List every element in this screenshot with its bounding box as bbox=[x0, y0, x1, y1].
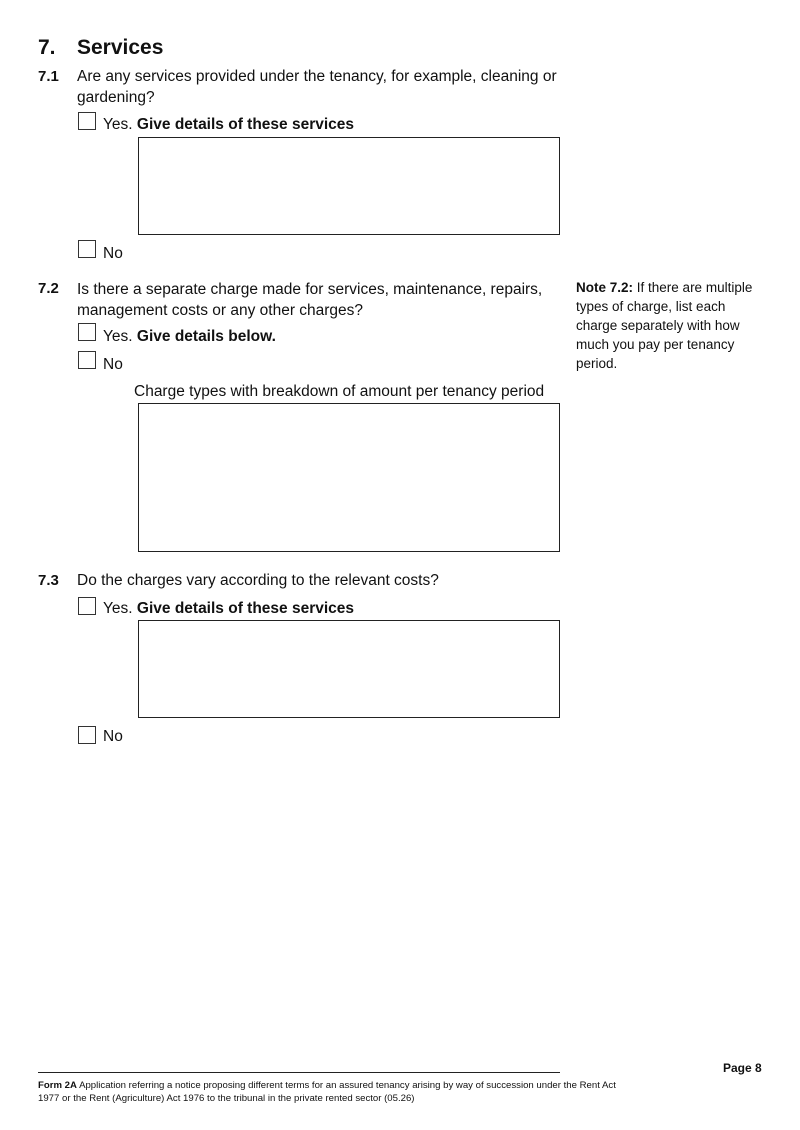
q71-yes-checkbox[interactable] bbox=[78, 112, 96, 130]
footer-form-text: Application referring a notice proposing different terms for an assured tenancy arising by way of succession under the Rent Act 1977 or the Rent (Agriculture) Act 1976 to the tribunal in the private rented sector (05.26) bbox=[38, 1080, 616, 1104]
q73-yes-prefix: Yes. bbox=[103, 600, 133, 617]
question-text-7-3: Do the charges vary according to the relevant costs? bbox=[77, 572, 439, 589]
section-number: 7. bbox=[38, 36, 56, 59]
question-number-7-1: 7.1 bbox=[38, 68, 59, 85]
q72-yes-prefix: Yes. bbox=[103, 328, 133, 345]
page-number: Page 8 bbox=[723, 1061, 762, 1075]
q71-details-textbox[interactable] bbox=[138, 137, 560, 235]
note-7-2-label: Note 7.2: bbox=[576, 280, 634, 295]
q72-box-label: Charge types with breakdown of amount per tenancy period bbox=[134, 383, 545, 400]
q73-no-checkbox[interactable] bbox=[78, 726, 96, 744]
q72-no-checkbox[interactable] bbox=[78, 351, 96, 369]
q71-no-checkbox[interactable] bbox=[78, 240, 96, 258]
q73-details-textbox[interactable] bbox=[138, 620, 560, 718]
q71-no-label: No bbox=[103, 245, 123, 262]
note-7-2 bbox=[576, 278, 766, 373]
q73-yes-label bbox=[103, 600, 354, 618]
q71-yes-prefix: Yes. bbox=[103, 116, 133, 133]
note-7-2-text: If there are multiple types of charge, list each charge separately with how much you pay per tenancy period. bbox=[576, 280, 753, 371]
footer-form-label: Form 2A bbox=[38, 1080, 77, 1091]
q72-yes-checkbox[interactable] bbox=[78, 323, 96, 341]
q73-yes-checkbox[interactable] bbox=[78, 597, 96, 615]
q73-yes-instruction: Give details of these services bbox=[136, 600, 355, 617]
q71-yes-label bbox=[103, 116, 354, 134]
q72-charges-textbox[interactable] bbox=[138, 403, 560, 552]
question-text-7-2: Is there a separate charge made for services, maintenance, repairs, management costs or any other charges? bbox=[77, 281, 543, 319]
q71-yes-instruction: Give details of these services bbox=[136, 116, 355, 133]
q72-no-label: No bbox=[103, 356, 123, 373]
q72-yes-label bbox=[103, 328, 276, 346]
section-title: Services bbox=[77, 36, 164, 59]
question-number-7-3: 7.3 bbox=[38, 572, 59, 589]
question-text-7-1: Are any services provided under the tenancy, for example, cleaning or gardening? bbox=[77, 68, 557, 106]
question-number-7-2: 7.2 bbox=[38, 280, 59, 297]
q72-yes-instruction: Give details below. bbox=[136, 328, 276, 345]
footer-divider bbox=[38, 1072, 560, 1073]
footer-form-description bbox=[38, 1079, 638, 1105]
q73-no-label: No bbox=[103, 728, 123, 745]
